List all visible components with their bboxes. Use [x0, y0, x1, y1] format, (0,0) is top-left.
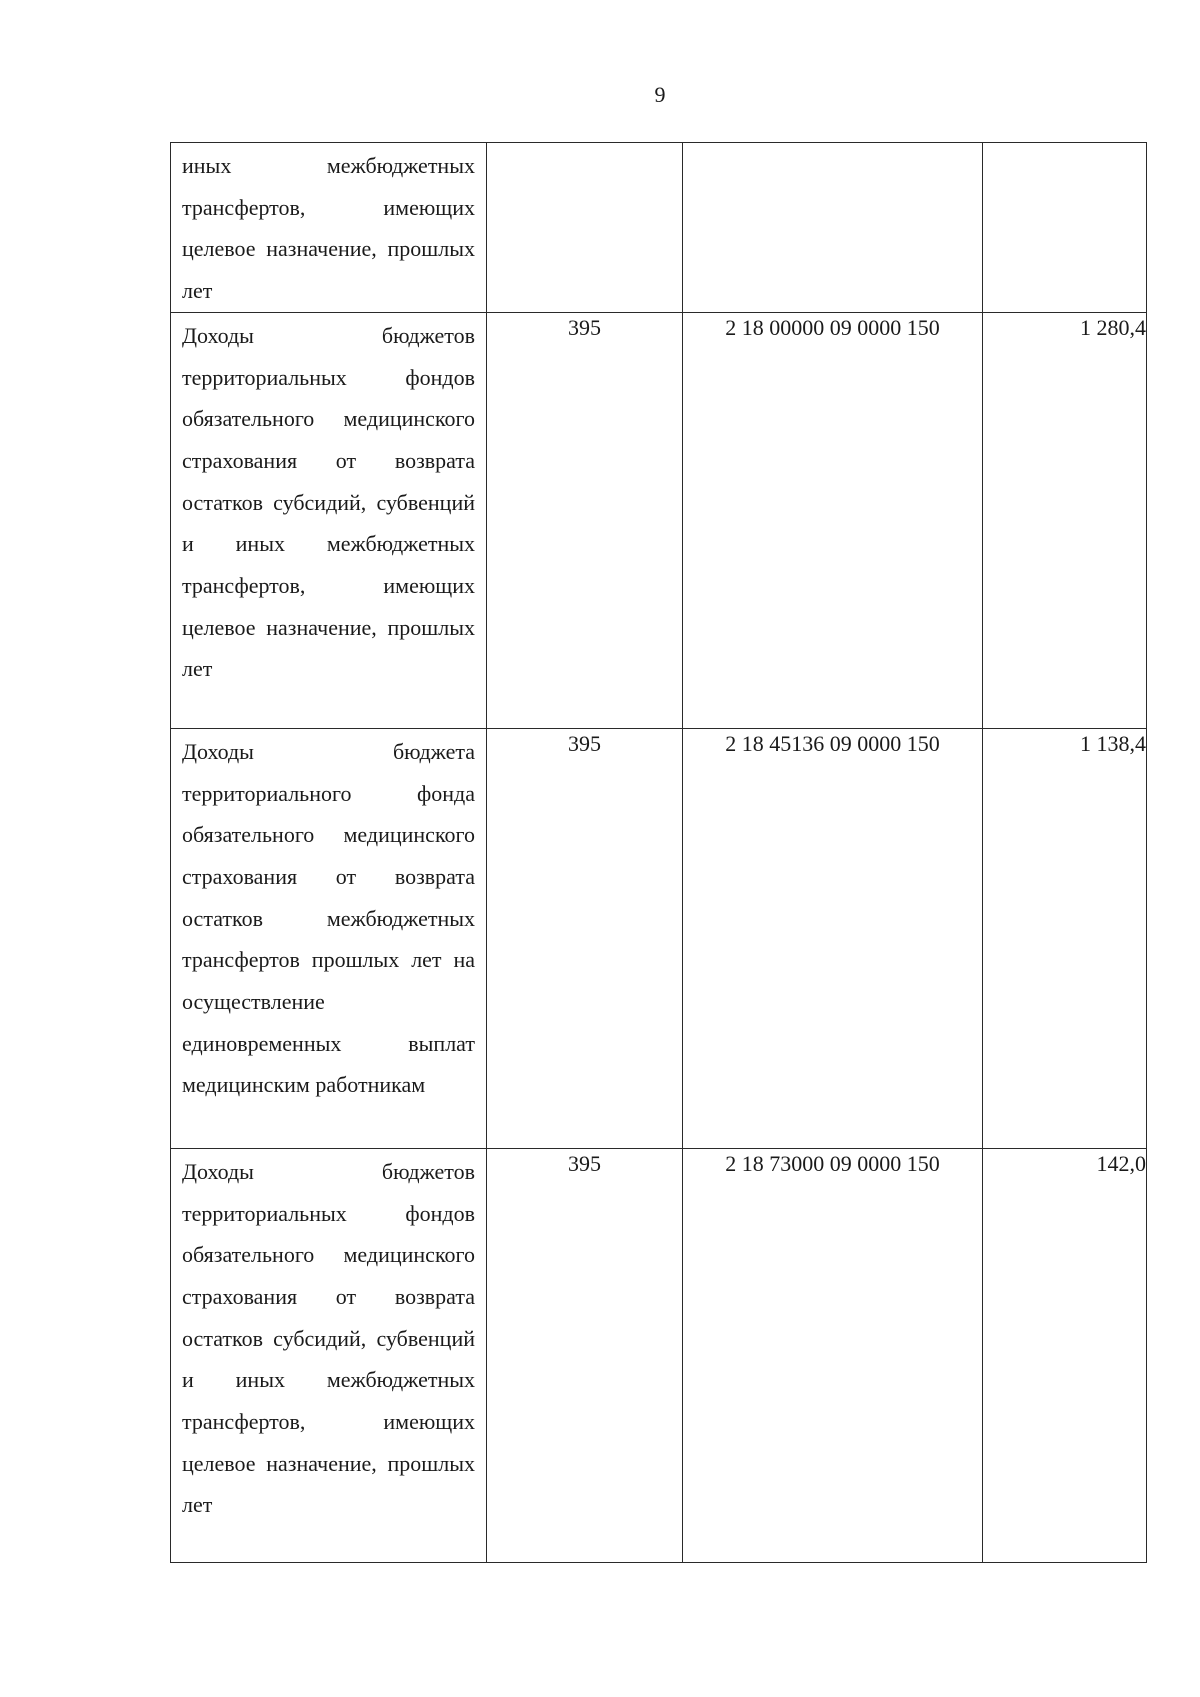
revenue-name-cell — [171, 728, 487, 1148]
table-row — [171, 728, 1147, 1148]
budget-code-cell: 2 18 00000 09 0000 150 — [683, 312, 983, 728]
budget-code-cell: 2 18 45136 09 0000 150 — [683, 728, 983, 1148]
revenue-name: Доходы бюджетов территориальных фондов обязательного медицинского страхования от возврата остатков субсидий, субвенций и иных межбюджетных трансфертов, имеющих целевое назначение, прошлых лет — [182, 1158, 475, 1518]
amount-cell: 1 138,4 — [983, 728, 1147, 1148]
revenue-name-cell — [171, 1148, 487, 1562]
revenue-name-cell — [171, 312, 487, 728]
amount-cell: 1 280,4 — [983, 312, 1147, 728]
budget-revenue-table — [170, 142, 1147, 1563]
table-row — [171, 143, 1147, 313]
amount-cell: 142,0 — [983, 1148, 1147, 1562]
table-row — [171, 312, 1147, 728]
admin-code-cell: 395 — [487, 728, 683, 1148]
budget-code-cell: 2 18 73000 09 0000 150 — [683, 1148, 983, 1562]
admin-code-cell: 395 — [487, 1148, 683, 1562]
admin-code-cell: 395 — [487, 312, 683, 728]
revenue-name-cell — [171, 143, 487, 313]
table-row — [171, 1148, 1147, 1562]
revenue-name: Доходы бюджетов территориальных фондов обязательного медицинского страхования от возврата остатков субсидий, субвенций и иных межбюджетных трансфертов, имеющих целевое назначение, прошлых лет — [182, 322, 475, 682]
admin-code-cell — [487, 143, 683, 313]
revenue-name: Доходы бюджета территориального фонда обязательного медицинского страхования от возврата остатков межбюджетных трансфертов прошлых лет на осуществление единовременных выплат медицинским работникам — [182, 738, 475, 1098]
page-number: 9 — [654, 82, 666, 107]
budget-code-cell — [683, 143, 983, 313]
revenue-name: иных межбюджетных трансфертов, имеющих целевое назначение, прошлых лет — [182, 153, 475, 304]
amount-cell — [983, 143, 1147, 313]
